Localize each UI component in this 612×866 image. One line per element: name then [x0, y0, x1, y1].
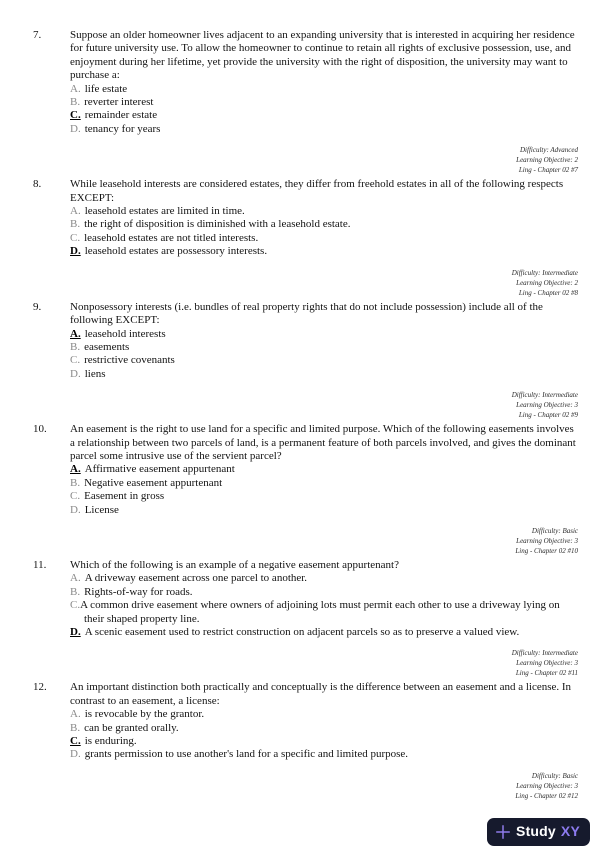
option-letter: D.	[70, 748, 81, 761]
option-text: leasehold estates are limited in time.	[84, 205, 245, 218]
option-letter: B.	[70, 218, 81, 231]
question-meta	[33, 648, 578, 678]
question-body	[70, 178, 578, 258]
answer-option	[70, 123, 578, 136]
meta-source: Ling - Chapter 02 #12	[515, 791, 578, 800]
meta-difficulty: Difficulty: Advanced	[520, 146, 578, 155]
option-letter: A.	[70, 708, 81, 721]
question-block-9	[33, 301, 578, 381]
question-body	[70, 559, 578, 639]
question-number: 9.	[33, 300, 42, 313]
option-text: life estate	[84, 82, 128, 95]
question-number: 8.	[33, 178, 42, 191]
question-body	[70, 29, 578, 136]
option-letter: A.	[70, 572, 81, 585]
option-text: is enduring.	[84, 735, 137, 748]
meta-learning-objective: Learning Objective: 2	[516, 278, 578, 287]
meta-source: Ling - Chapter 02 #7	[518, 166, 578, 175]
option-text: A common drive easement where owners of adjoining lots must permit each other to use a driveway lying on their shaped property line.	[80, 599, 560, 625]
answer-option	[70, 708, 578, 721]
answer-option	[70, 341, 578, 354]
answer-option	[70, 748, 578, 761]
meta-source: Ling - Chapter 02 #11	[515, 669, 578, 678]
option-letter: C.	[70, 599, 81, 612]
answer-option	[70, 572, 578, 585]
answer-option	[70, 599, 578, 626]
option-text: liens	[84, 367, 106, 380]
meta-learning-objective: Learning Objective: 3	[516, 536, 578, 545]
meta-learning-objective: Learning Objective: 3	[516, 401, 578, 410]
question-text: An easement is the right to use land for a specific and limited purpose. Which of the following easements involves a relationship between two parcels of land, is a permanent feature of both parcels involved, and gives the dominant parcel some intrusive use of the servient parcel?	[70, 423, 576, 462]
question-body	[70, 301, 578, 381]
option-letter: A.	[70, 205, 81, 218]
option-text: easements	[84, 340, 130, 353]
question-block-7	[33, 29, 578, 136]
answer-option	[70, 490, 578, 503]
answer-option-correct	[70, 245, 578, 258]
question-block-11	[33, 559, 578, 639]
answer-option-correct	[70, 735, 578, 748]
answer-option	[70, 368, 578, 381]
option-letter: B.	[70, 721, 81, 734]
option-text: Easement in gross	[84, 490, 165, 503]
meta-learning-objective: Learning Objective: 3	[516, 781, 578, 790]
option-letter: D.	[70, 503, 81, 516]
option-letter: A.	[70, 463, 81, 476]
question-block-12	[33, 681, 578, 761]
option-letter: C.	[70, 109, 81, 122]
option-letter: D.	[70, 122, 81, 135]
question-meta	[33, 145, 578, 175]
meta-difficulty: Difficulty: Intermediate	[511, 649, 578, 658]
option-text: grants permission to use another's land for a specific and limited purpose.	[84, 748, 409, 761]
option-text: leasehold interests	[84, 327, 166, 340]
option-text: leasehold estates are possessory interests.	[84, 245, 268, 258]
answer-option	[70, 232, 578, 245]
question-number: 11.	[33, 558, 47, 571]
question-number: 7.	[33, 29, 42, 41]
option-text: is revocable by the grantor.	[84, 708, 205, 721]
answer-option-correct	[70, 626, 578, 639]
answer-option-correct	[70, 463, 578, 476]
answer-option	[70, 477, 578, 490]
question-body	[70, 423, 578, 517]
answer-option	[70, 218, 578, 231]
option-text: License	[84, 503, 119, 516]
question-text: While leasehold interests are considered estates, they differ from freehold estates in all of the following respects EXCEPT:	[70, 178, 564, 204]
meta-source: Ling - Chapter 02 #9	[518, 411, 578, 420]
option-text: A scenic easement used to restrict construction on adjacent parcels so as to preserve a valued view.	[84, 626, 520, 638]
option-letter: D.	[70, 367, 81, 380]
question-meta	[33, 771, 578, 801]
option-text: reverter interest	[84, 96, 154, 109]
option-text: Affirmative easement appurtenant	[84, 463, 235, 476]
answer-option	[70, 504, 578, 517]
logo-text-xy: XY	[560, 823, 580, 840]
question-block-10	[33, 423, 578, 517]
logo-text-study: Study	[516, 823, 556, 840]
option-letter: C.	[70, 490, 81, 503]
option-letter: D.	[70, 626, 81, 638]
option-letter: D.	[70, 245, 81, 258]
option-letter: C.	[70, 231, 81, 244]
option-letter: B.	[70, 476, 81, 489]
meta-learning-objective: Learning Objective: 2	[516, 156, 578, 165]
answer-option	[70, 83, 578, 96]
meta-source: Ling - Chapter 02 #8	[518, 288, 578, 297]
meta-difficulty: Difficulty: Intermediate	[511, 268, 578, 277]
question-meta	[33, 526, 578, 556]
question-meta	[33, 268, 578, 298]
question-text: Nonposessory interests (i.e. bundles of real property rights that do not include possession) include all of the following EXCEPT:	[70, 300, 543, 327]
option-text: remainder estate	[84, 109, 158, 122]
option-text: Negative easement appurtenant	[84, 476, 223, 489]
question-text: An important distinction both practically and conceptually is the difference between an easement and a license. In contrast to an easement, a license:	[70, 681, 572, 707]
option-text: tenancy for years	[84, 122, 161, 135]
option-letter: B.	[70, 96, 81, 109]
answer-option	[70, 96, 578, 109]
answer-option	[70, 586, 578, 599]
option-letter: B.	[70, 585, 81, 598]
question-number: 12.	[33, 681, 47, 694]
option-text: the right of disposition is diminished with a leasehold estate.	[84, 218, 351, 231]
option-text: Rights-of-way for roads.	[84, 585, 193, 598]
answer-option	[70, 354, 578, 367]
option-text: leasehold estates are not titled interests.	[84, 231, 259, 244]
question-meta	[33, 390, 578, 420]
option-letter: A.	[70, 82, 81, 95]
answer-option-correct	[70, 328, 578, 341]
option-text: A driveway easement across one parcel to another.	[84, 572, 308, 585]
option-text: restrictive covenants	[84, 354, 175, 367]
option-letter: C.	[70, 735, 81, 748]
plus-icon	[495, 824, 511, 840]
meta-source: Ling - Chapter 02 #10	[515, 546, 578, 555]
meta-difficulty: Difficulty: Intermediate	[511, 391, 578, 400]
question-text: Suppose an older homeowner lives adjacent to an expanding university that is interested in acquiring her residence for future university use. To allow the homeowner to continue to retain all rights of exclusive possession, use, and enjoyment during her lifetime, yet provide the university with the right of disposition, the university may want to purchase a:	[70, 29, 575, 82]
option-letter: A.	[70, 327, 81, 340]
answer-option	[70, 205, 578, 218]
meta-learning-objective: Learning Objective: 3	[516, 659, 578, 668]
question-block-8	[33, 178, 578, 258]
option-letter: C.	[70, 354, 81, 367]
meta-difficulty: Difficulty: Basic	[531, 771, 578, 780]
question-text: Which of the following is an example of a negative easement appurtenant?	[70, 558, 399, 571]
answer-option-correct	[70, 109, 578, 122]
question-number: 10.	[33, 423, 47, 436]
meta-difficulty: Difficulty: Basic	[531, 526, 578, 535]
studyxy-logo	[487, 818, 590, 846]
answer-option	[70, 722, 578, 735]
question-body	[70, 681, 578, 761]
option-text: can be granted orally.	[84, 721, 179, 734]
option-letter: B.	[70, 340, 81, 353]
